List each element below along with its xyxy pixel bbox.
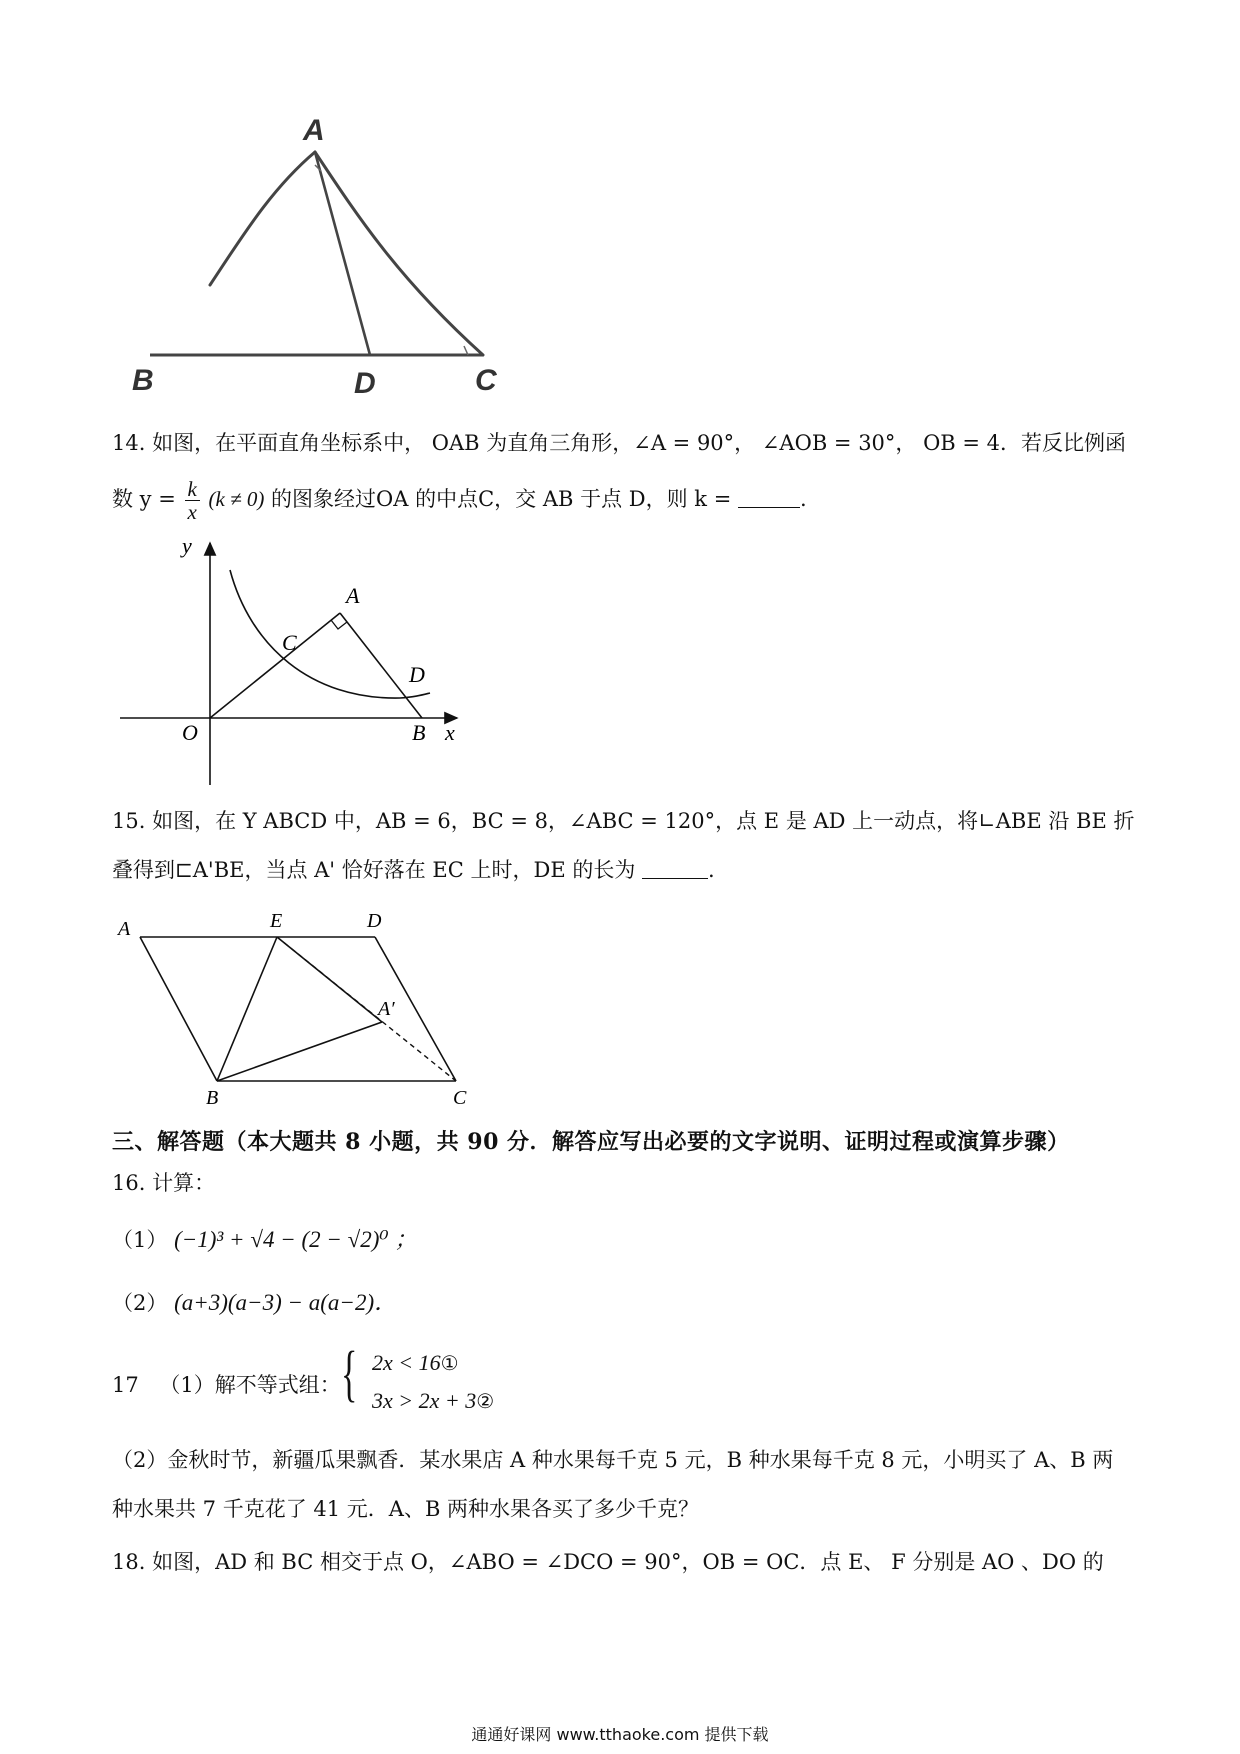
q16-part1-expr: (−1)³ + √4 − (2 − √2)⁰ ；: [174, 1227, 418, 1252]
segment-ba1: [217, 1022, 382, 1081]
figure-triangle-abc: [120, 110, 520, 400]
q16-part1: [112, 1225, 417, 1255]
label-e: E: [270, 910, 283, 932]
inequality-2: [372, 1388, 494, 1414]
figure-coordinate-oab: [100, 535, 480, 795]
label-x: x: [445, 720, 455, 745]
q15-line2-prefix: 叠得到⊏A'BE，当点 A' 恰好落在 EC 上时，DE 的长为: [112, 858, 636, 882]
section-heading: 三、解答题（本大题共 8 小题，共 90 分．解答应写出必要的文字说明、证明过程或演算步骤）: [112, 1129, 1070, 1155]
q16-part2-expr: (a+3)(a−3) − a(a−2)．: [174, 1290, 398, 1315]
label-y: y: [182, 533, 192, 558]
q16-part2: [112, 1288, 397, 1318]
answer-blank-q15: [642, 858, 708, 879]
label-d: D: [354, 367, 376, 400]
hyperbola-curve: [230, 570, 430, 698]
label-c: C: [453, 1087, 467, 1109]
label-b: B: [412, 720, 426, 745]
inequality-1-mark: ①: [440, 1353, 459, 1375]
right-angle-mark: [331, 620, 347, 629]
label-a: A: [118, 918, 131, 940]
q14-line2-suffix: 的图象经过OA 的中点C，交 AB 于点 D，则 k =: [271, 487, 732, 511]
answer-blank-q14: [738, 487, 800, 508]
q17-part1: [112, 1370, 341, 1400]
q14-line2: [112, 478, 807, 523]
q16-part2-label: （2）: [112, 1291, 168, 1315]
system-brace: {: [341, 1340, 358, 1408]
fraction-denominator: x: [187, 500, 197, 524]
q16-title: 16. 计算：: [112, 1171, 216, 1195]
label-a: A: [303, 114, 325, 147]
q15-end: .: [708, 858, 715, 882]
page-footer: 通通好课网 www.tthaoke.com 提供下载: [471, 1725, 769, 1744]
inequality-1: [372, 1350, 459, 1376]
label-d: D: [409, 662, 425, 687]
segment-oa: [210, 613, 340, 718]
figure-parallelogram-abcd: [110, 905, 490, 1109]
label-a: A: [346, 583, 360, 608]
label-c: C: [475, 364, 497, 397]
label-a-prime: A′: [378, 998, 395, 1020]
fraction-numerator: k: [185, 478, 200, 501]
q17-part1-text: （1）解不等式组：: [159, 1373, 341, 1397]
label-b: B: [206, 1087, 219, 1109]
label-d: D: [367, 910, 382, 932]
q15-line1: 15. 如图，在 Y ABCD 中，AB = 6，BC = 8，∠ABC = 120°，点 E 是 AD 上一动点，将∟ABE 沿 BE 折: [112, 809, 1135, 833]
q18-line1: 18. 如图，AD 和 BC 相交于点 O，∠ABO = ∠DCO = 90°，OB = OC．点 E、 F 分别是 AO 、DO 的: [112, 1550, 1104, 1574]
inequality-2-mark: ②: [476, 1391, 495, 1413]
q14-line1: 14. 如图，在平面直角坐标系中， OAB 为直角三角形，∠A = 90°， ∠AOB = 30°， OB = 4．若反比例函: [112, 431, 1127, 455]
label-b: B: [132, 364, 154, 397]
q16-part1-label: （1）: [112, 1228, 168, 1252]
segment-ab: [210, 152, 315, 285]
q14-end: .: [800, 487, 807, 511]
q14-line2-prefix: 数 y =: [112, 487, 176, 511]
inequality-1-expr: 2x < 16: [372, 1350, 441, 1375]
segment-ac: [315, 152, 483, 355]
label-c: C: [282, 630, 297, 655]
segment-ab: [140, 937, 217, 1081]
inequality-2-expr: 3x > 2x + 3: [372, 1388, 477, 1413]
segment-ea1: [277, 937, 382, 1022]
label-o: O: [182, 720, 198, 745]
q17-part2-line2: 种水果共 7 千克花了 41 元．A、B 两种水果各买了多少千克？: [112, 1497, 700, 1521]
segment-be: [217, 937, 277, 1081]
q17-part2-line1: （2）金秋时节，新疆瓜果飘香．某水果店 A 种水果每千克 5 元，B 种水果每千克 8 元，小明买了 A、B 两: [112, 1448, 1114, 1472]
q14-condition: (k ≠ 0): [208, 487, 265, 511]
segment-ad: [315, 152, 370, 355]
q17-number: 17: [112, 1373, 139, 1397]
q15-line2: [112, 855, 715, 885]
fraction-k-over-x: [185, 478, 200, 523]
